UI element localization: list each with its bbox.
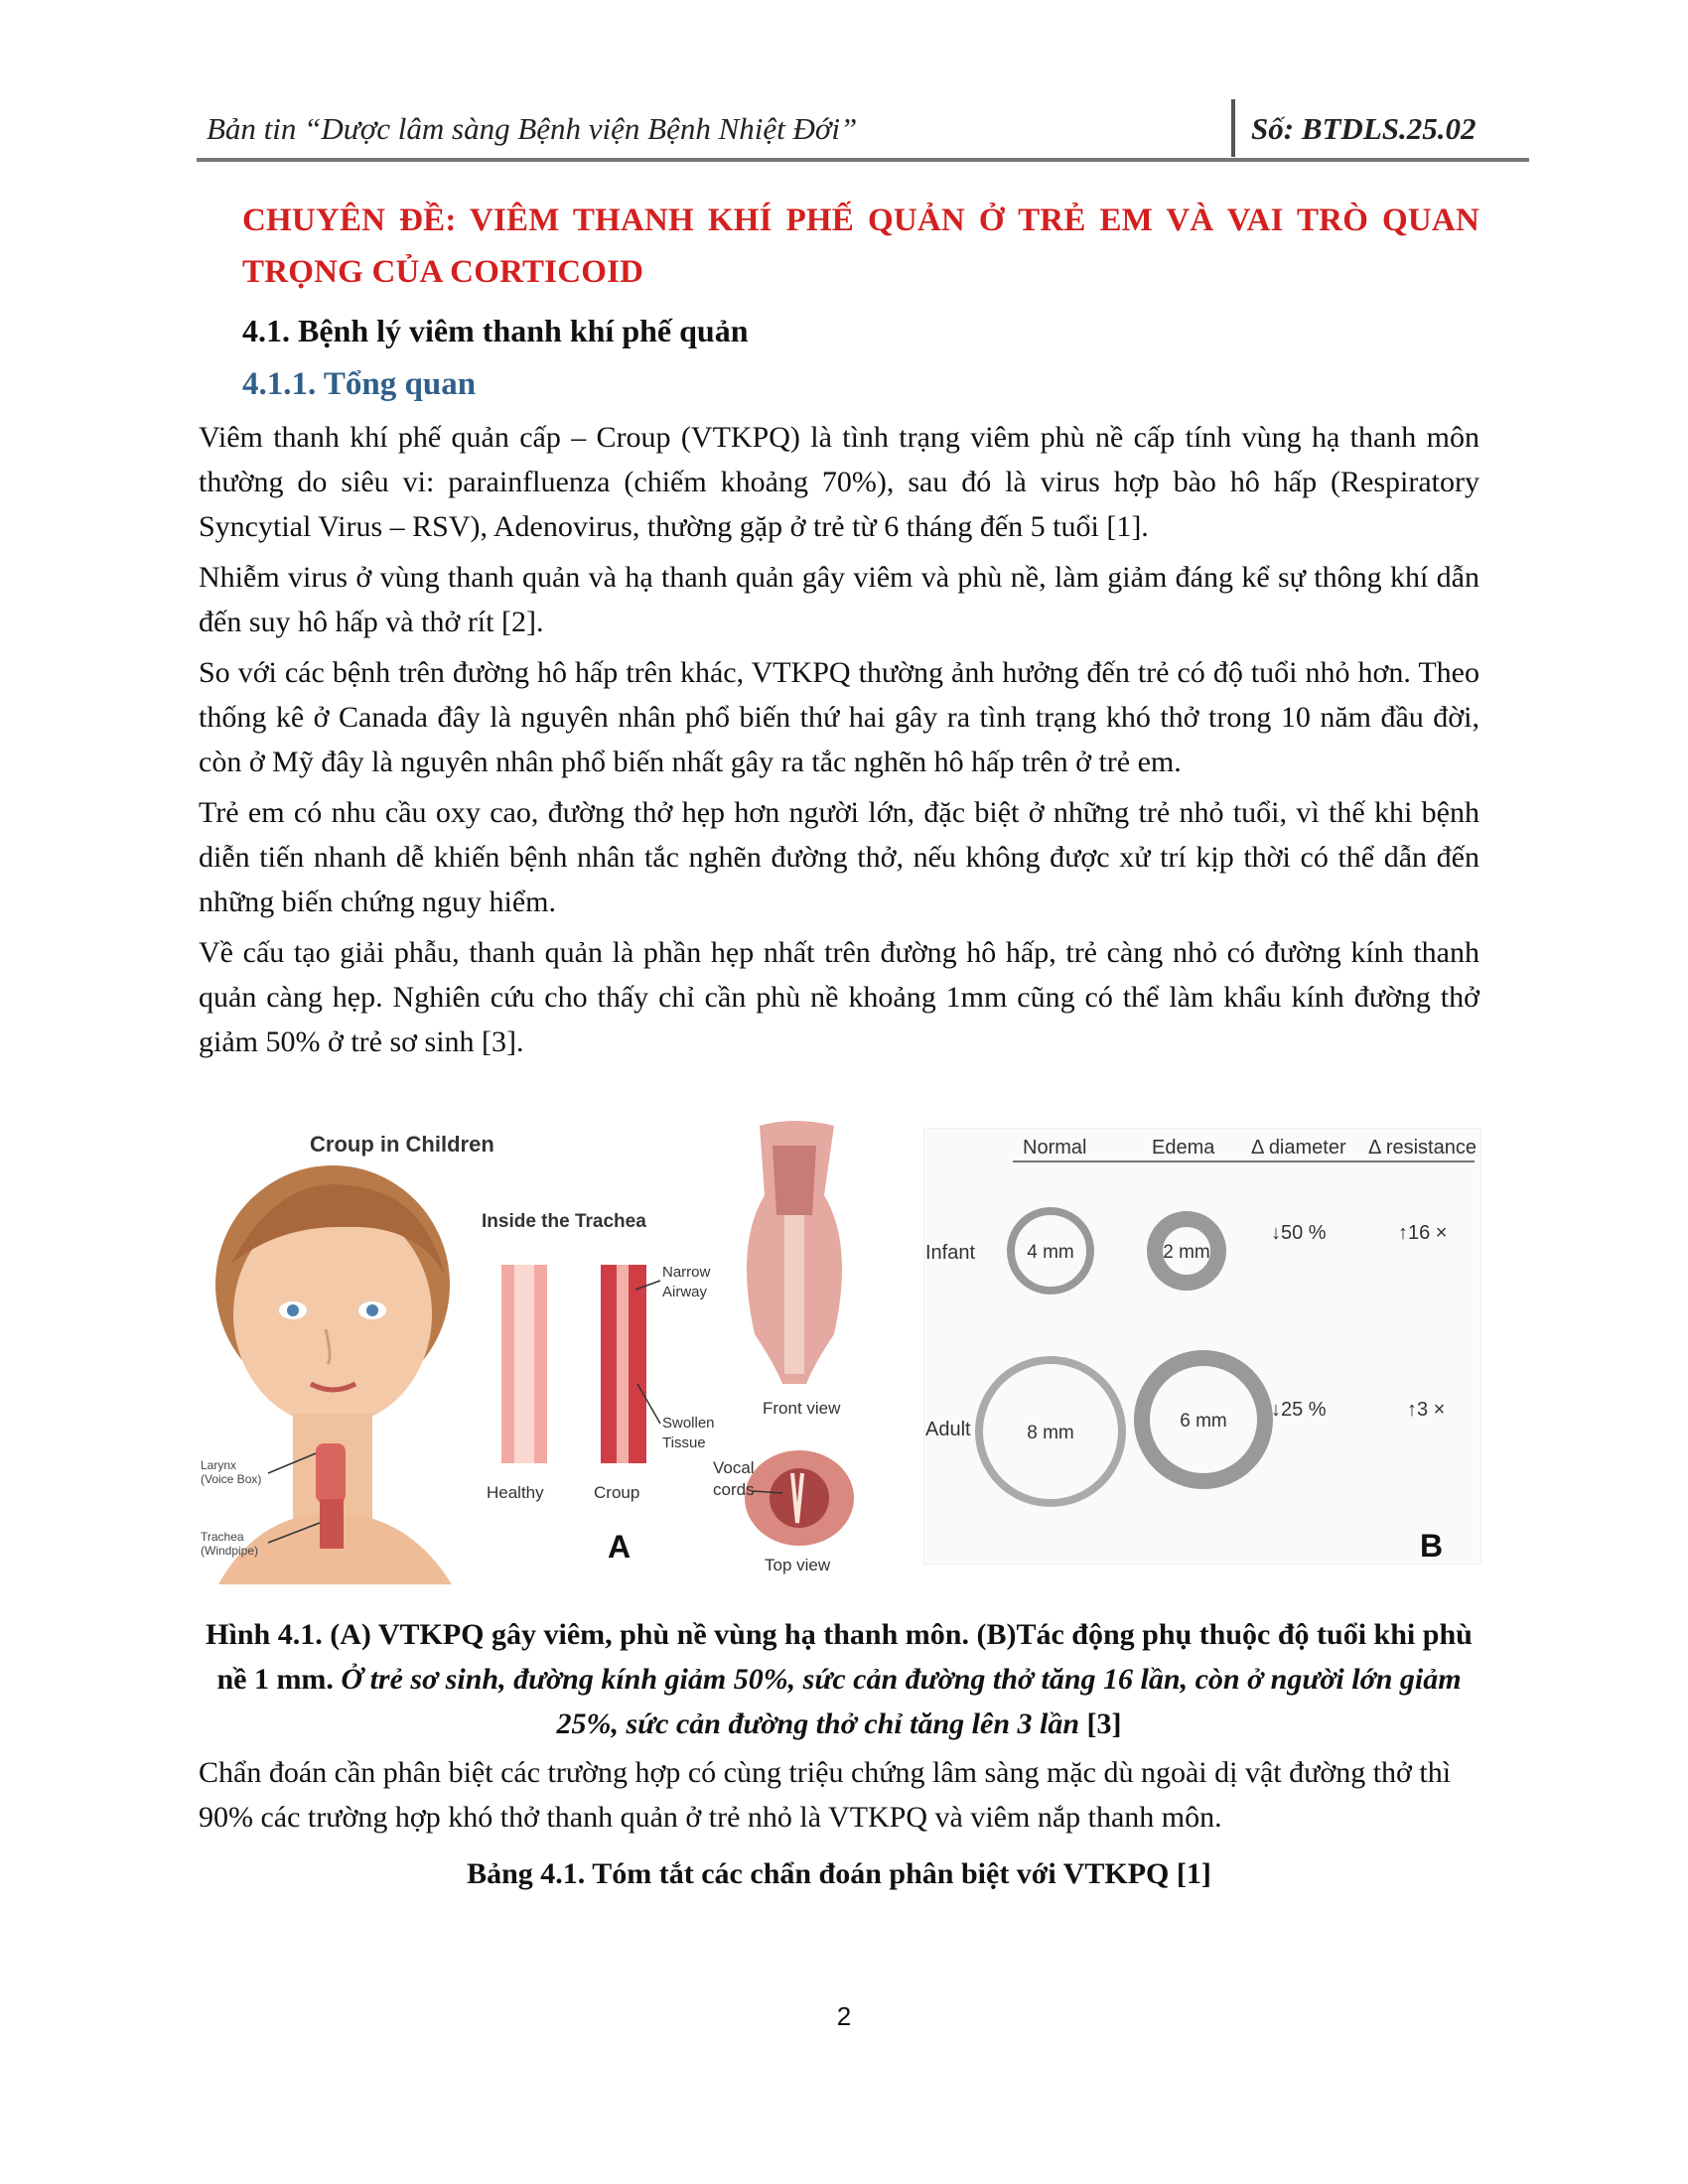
inside-trachea-label: Inside the Trachea — [482, 1211, 646, 1232]
caption-italic: Ở trẻ sơ sinh, đường kính giảm 50%, sức cản đường thở tăng 16 lần, còn ở người lớn giảm 25%, sức cản đường thở chỉ tăng lên 3 lần — [341, 1663, 1462, 1740]
svg-text:Larynx: Larynx — [201, 1458, 237, 1472]
figure-b-letter: B — [1420, 1528, 1444, 1564]
issue-number: Số: BTDLS.25.02 — [1251, 111, 1477, 146]
svg-text:(Windpipe): (Windpipe) — [201, 1544, 259, 1558]
svg-text:Tissue: Tissue — [662, 1434, 706, 1451]
svg-text:Vocal: Vocal — [713, 1458, 755, 1477]
croup-illustration — [199, 1116, 918, 1584]
svg-text:6 mm: 6 mm — [1180, 1411, 1227, 1432]
figure-a-title: Croup in Children — [310, 1132, 494, 1157]
chapter-title: CHUYÊN ĐỀ: VIÊM THANH KHÍ PHẾ QUẢN Ở TRẺ EM VÀ VAI TRÒ QUAN TRỌNG CỦA CORTICOID — [242, 203, 1479, 290]
svg-text:↑3 ×: ↑3 × — [1407, 1399, 1446, 1421]
paragraph: Nhiễm virus ở vùng thanh quản và hạ thanh quản gây viêm và phù nề, làm giảm đáng kể sự thông khí dẫn đến suy hô hấp và thở rít [2]. — [199, 561, 1479, 638]
svg-text:8 mm: 8 mm — [1027, 1423, 1074, 1443]
page-number: 2 — [836, 2001, 852, 2031]
header-separator — [1231, 99, 1235, 157]
bulletin-title: Bản tin “Dược lâm sàng Bệnh viện Bệnh Nhiệt Đới” — [207, 111, 858, 146]
header-normal: Normal — [1023, 1137, 1087, 1159]
airway-edema-diagram — [923, 1128, 1481, 1565]
svg-text:Airway: Airway — [662, 1284, 708, 1300]
row-label-infant: Infant — [925, 1242, 976, 1264]
larynx-top-view — [745, 1450, 854, 1546]
header-rule — [197, 158, 1529, 162]
svg-text:Swollen: Swollen — [662, 1415, 715, 1432]
table-title: Bảng 4.1. Tóm tắt các chẩn đoán phân biệt với VTKPQ [1] — [467, 1857, 1211, 1890]
paragraph: So với các bệnh trên đường hô hấp trên khác, VTKPQ thường ảnh hưởng đến trẻ có độ tuổi nhỏ hơn. Theo thống kê ở Canada đây là nguyên nhân phổ biến thứ hai gây ra tình trạng khó thở trong 10 năm đầu đời, còn ở Mỹ đây là nguyên nhân phổ biến nhất gây ra tắc nghẽn hô hấp trên ở trẻ em. — [199, 656, 1479, 778]
svg-text:↓25 %: ↓25 % — [1271, 1399, 1327, 1421]
caption-bold: Hình 4.1. (A) VTKPQ gây viêm, phù nề vùng hạ thanh môn. (B)Tác động phụ thuộc độ tuổi khi phù nề 1 mm. — [206, 1618, 1473, 1696]
svg-text:Trachea: Trachea — [201, 1530, 244, 1544]
paragraph: Trẻ em có nhu cầu oxy cao, đường thở hẹp hơn người lớn, đặc biệt ở những trẻ nhỏ tuổi, vì thế khi bệnh diễn tiến nhanh dễ khiến bệnh nhân tắc nghẽn đường thở, nếu không được xử trí kịp thời có thể dẫn đến những biến chứng nguy hiểm. — [199, 796, 1479, 918]
paragraph: Chẩn đoán cần phân biệt các trường hợp có cùng triệu chứng lâm sàng mặc dù ngoài dị vật đường thở thì 90% các trường hợp khó thở thanh quản ở trẻ nhỏ là VTKPQ và viêm nắp thanh môn. — [199, 1756, 1452, 1834]
figure-a-letter: A — [608, 1529, 632, 1565]
svg-text:Narrow: Narrow — [662, 1264, 711, 1281]
svg-text:4 mm: 4 mm — [1027, 1242, 1074, 1263]
svg-text:↓50 %: ↓50 % — [1271, 1222, 1327, 1244]
caption-ref: [3] — [1086, 1707, 1122, 1740]
svg-text:↑16 ×: ↑16 × — [1398, 1222, 1448, 1244]
section-heading: 4.1. Bệnh lý viêm thanh khí phế quản — [242, 313, 749, 348]
row-label-adult: Adult — [925, 1419, 971, 1440]
page-content — [199, 195, 1479, 1896]
figure-caption — [199, 1612, 1479, 1746]
subsection-heading: 4.1.1. Tổng quan — [242, 366, 477, 402]
svg-text:2 mm: 2 mm — [1163, 1242, 1210, 1263]
croup-label: Croup — [594, 1483, 640, 1502]
paragraph: Về cấu tạo giải phẫu, thanh quản là phần hẹp nhất trên đường hô hấp, trẻ càng nhỏ có đường kính thanh quản càng hẹp. Nghiên cứu cho thấy chỉ cần phù nề khoảng 1mm cũng có thể làm khẩu kính đường thở giảm 50% ở trẻ sơ sinh [3]. — [199, 936, 1479, 1058]
healthy-label: Healthy — [487, 1483, 544, 1502]
paragraph: Viêm thanh khí phế quản cấp – Croup (VTKPQ) là tình trạng viêm phù nề cấp tính vùng hạ thanh môn thường do siêu vi: parainfluenza (chiếm khoảng 70%), sau đó là virus hợp bào hô hấp (Respiratory Syncytial Virus – RSV), Adenovirus, thường gặp ở trẻ từ 6 tháng đến 5 tuổi [1]. — [199, 421, 1479, 543]
svg-text:Front view: Front view — [763, 1399, 841, 1418]
svg-text:(Voice Box): (Voice Box) — [201, 1472, 262, 1486]
header-resistance: Δ resistance — [1368, 1137, 1477, 1159]
svg-text:cords: cords — [713, 1480, 755, 1499]
svg-text:Top view: Top view — [765, 1556, 831, 1574]
figure-4-1 — [199, 1116, 1479, 1602]
header-diameter: Δ diameter — [1251, 1137, 1346, 1159]
page-header — [197, 99, 1529, 161]
header-edema: Edema — [1152, 1137, 1215, 1159]
